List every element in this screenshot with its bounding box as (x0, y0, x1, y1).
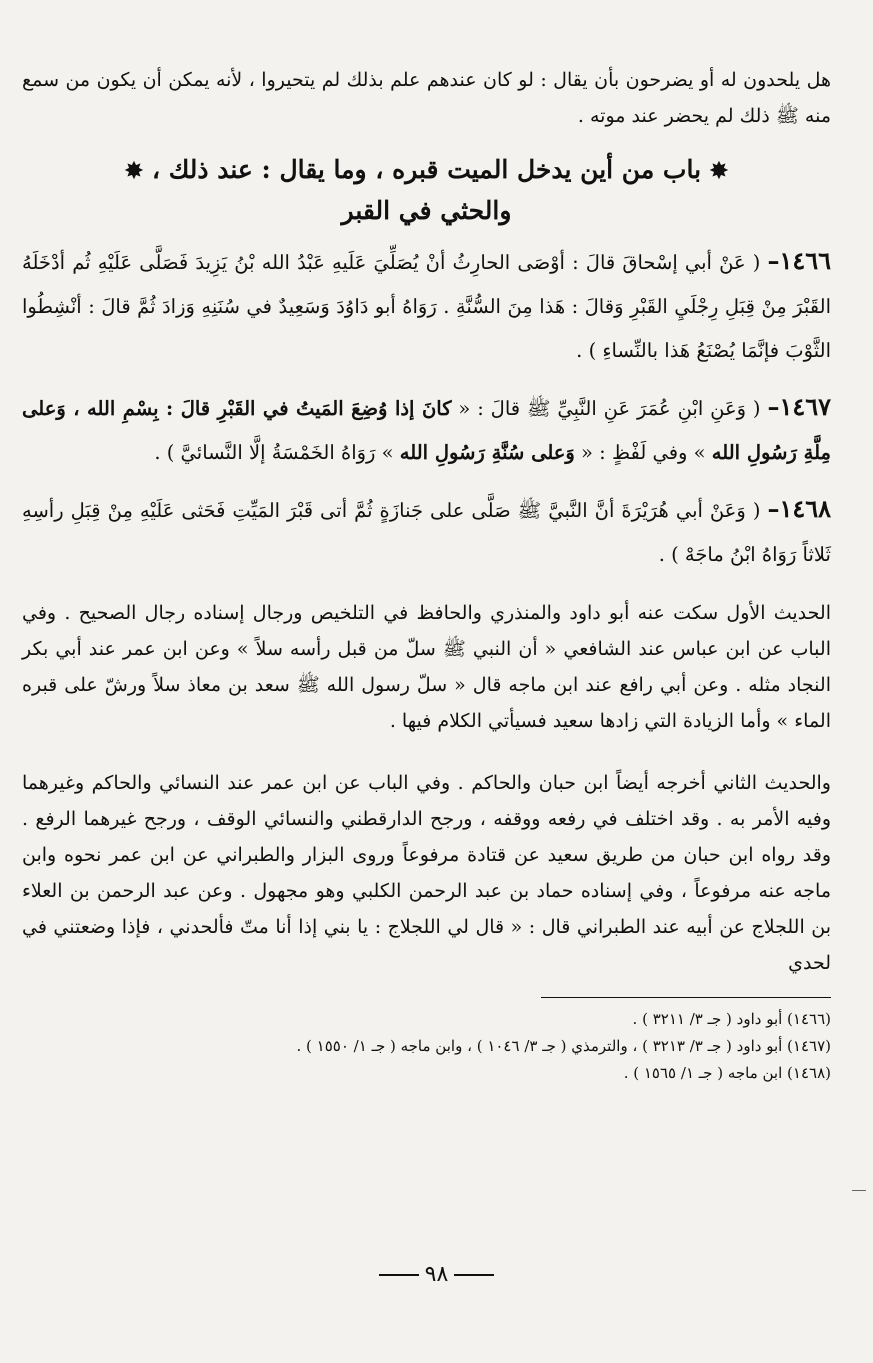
footnote-divider (541, 997, 831, 998)
hadith-text: ( عَنْ أبي إسْحاقَ قالَ : أوْصَى الحارِثُ أنْ يُصَلِّيَ عَلَيهِ عَبْدُ الله بْنُ يَزِيدَ فَصَلَّى عَلَيْهِ ثُم أدْخَلَهُ القَبْرَ مِنْ قِبَلِ رِجْلَيِ القَبْرِ وَقالَ : هَذا مِنَ السُّنَّةِ . رَوَاهُ أبو دَاوُدَ وَسَعِيدٌ في سُنَنِهِ وَزادَ ثُمَّ قالَ : أنْشِطُوا الثَّوْبَ فإنَّمَا يُصْنَعُ هَذا بالنِّساءِ ) . (22, 251, 831, 362)
chapter-heading-text1: باب من أين يدخل الميت قبره ، وما يقال : عند ذلك ، (151, 155, 702, 184)
footnote-1466: (١٤٦٦) أبو داود ( جـ ٣/ ٣٢١١ ) . (632, 1010, 831, 1028)
footnote-1468: (١٤٦٨) ابن ماجه ( جـ ١/ ١٥٦٥ ) . (623, 1064, 831, 1082)
hadith-number: ١٤٦٨– (767, 494, 832, 523)
page-number-dash (454, 1274, 494, 1276)
hadith-text: ( وَعَنِ ابْنِ عُمَرَ عَنِ النَّبِيِّ ﷺ قالَ : « (451, 397, 761, 420)
commentary-paragraph-1: الحديث الأول سكت عنه أبو داود والمنذري والحافظ في التلخيص ورجال إسناده رجال الصحيح . وفي الباب عن ابن عباس عند الشافعي « أن النبي ﷺ سلّ من قبل رأسه سلاً » وعن ابن عمر عند أبي بكر النجاد مثله . وعن أبي رافع عند ابن ماجه قال « سلّ رسول الله ﷺ سعد بن معاذ سلاً ورشّ على قبره الماء » وأما الزيادة التي زادها سعيد فسيأتي الكلام فيها . (22, 602, 831, 732)
hadith-number: ١٤٦٧– (767, 392, 831, 421)
hadith-quote-bold: كانَ إذا وُضِعَ المَيتُ في القَبْرِ قالَ : بِسْمِ الله ، وَعلى مِلَّةِ رَسُولِ الله (22, 397, 831, 464)
hadith-number: ١٤٦٦– (767, 246, 831, 275)
commentary-paragraph-2: والحديث الثاني أخرجه أيضاً ابن حبان والحاكم . وفي الباب عن ابن عمر عند النسائي والحاكم وغيرهما وفيه الأمر به . وقد اختلف في رفعه ووقفه ، ورجح الدارقطني والنسائي الوقف ، ورجح غيرهما الرفع . وقد رواه ابن حبان من طريق سعيد عن قتادة مرفوعاً وروى البزار والطبراني عن ابن عمر نحوه وابن ماجه عنه مرفوعاً ، وفي إسناده حماد بن عبد الرحمن الكلبي وهو مجهول . وعن عبد الرحمن بن العلاء بن اللجلاج عن أبيه عند الطبراني قال : « قال لي اللجلاج : يا بني إذا أنا متّ فألحدني ، فإذا وضعتني في لحدي (22, 772, 831, 974)
page-number (0, 1262, 873, 1287)
page-number-text: ٩٨ (424, 1262, 449, 1287)
hadith-1467 (22, 385, 831, 475)
hadith-1466 (22, 239, 831, 373)
footnotes (22, 1006, 831, 1087)
star-ornament-icon: ✸ (124, 158, 144, 184)
chapter-heading-line1 (22, 150, 831, 191)
star-ornament-icon: ✸ (709, 158, 729, 184)
intro-paragraph: هل يلحدون له أو يضرحون بأن يقال : لو كان عندهم علم بذلك لم يتحيروا ، لأنه يمكن أن يكون من سمع منه ﷺ ذلك لم يحضر عند موته . (22, 69, 831, 127)
hadith-text: ( وَعَنْ أبي هُرَيْرَةَ أنَّ النَّبيَّ ﷺ صَلَّى على جَنازَةٍ ثُمَّ أتى قَبْرَ المَيِّتِ فَحَثى عَلَيْهِ مِنْ قِبَلِ رأسِهِ ثَلاثاً رَوَاهُ ابْنُ ماجَهْ ) . (22, 499, 831, 566)
chapter-heading-line2: والحثي في القبر (341, 196, 512, 225)
margin-mark (852, 1190, 866, 1191)
footnote-1467: (١٤٦٧) أبو داود ( جـ ٣/ ٣٢١٣ ) ، والترمذي ( جـ ٣/ ١٠٤٦ ) ، وابن ماجه ( جـ ١/ ١٥٥٠ ) . (296, 1037, 831, 1055)
hadith-1468 (22, 487, 831, 577)
hadith-text: » رَوَاهُ الخَمْسَةُ إلَّا النَّسائيَّ ) . (154, 441, 400, 464)
hadith-text: » وفي لَفْظٍ : « (574, 441, 712, 464)
hadith-quote-bold: وَعلى سُنَّةِ رَسُولِ الله (399, 441, 575, 464)
chapter-heading (22, 150, 831, 231)
page-number-dash (379, 1274, 419, 1276)
